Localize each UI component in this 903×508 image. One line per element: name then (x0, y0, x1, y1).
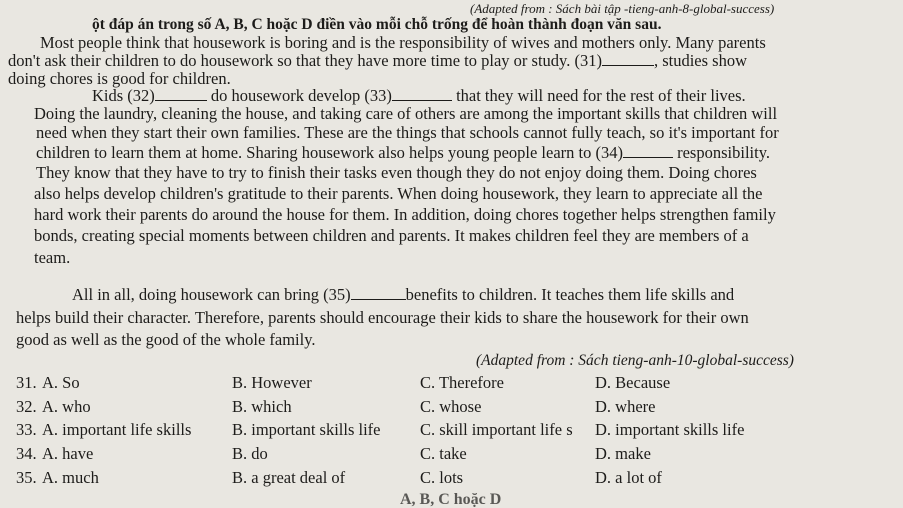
p2-line-9: team. (34, 248, 71, 267)
p2-line-4 (36, 145, 770, 162)
p3-line-1 (72, 287, 734, 304)
p2-line-8: bonds, creating special moments between children and parents. It makes children feel they are members of a (34, 226, 749, 245)
q34-option-a[interactable]: A. have (42, 444, 94, 463)
p2-line-4-text: children to learn them at home. Sharing housework also helps young people learn to (34) (36, 143, 623, 162)
q34-number: 34. (16, 444, 37, 463)
q35-number: 35. (16, 468, 37, 487)
p3-line-3: good as well as the good of the whole family. (16, 330, 316, 349)
p1-line-2 (8, 53, 747, 70)
q31-number: 31. (16, 373, 37, 392)
p3-line-1-end: benefits to children. It teaches them life skills and (405, 285, 735, 304)
q32-option-b[interactable]: B. which (232, 397, 292, 416)
p2-line-2: Doing the laundry, cleaning the house, and taking care of others are among the important skills that children will (34, 104, 778, 123)
p3-line-2: helps build their character. Therefore, parents should encourage their kids to share the housework for their own (16, 308, 749, 327)
q35-option-d[interactable]: D. a lot of (595, 468, 662, 487)
source-citation: (Adapted from : Sách tieng-anh-10-global-success) (476, 352, 794, 369)
p1-line-2-end: , studies show (653, 51, 747, 70)
q35-option-a[interactable]: A. much (42, 468, 99, 487)
blank-32[interactable] (155, 88, 207, 101)
p2-rest-text: that they will need for the rest of their lives. (456, 86, 746, 105)
p2-line-7: hard work their parents do around the house for them. In addition, doing chores together helps strengthen family (34, 205, 776, 224)
q34-option-d[interactable]: D. make (595, 444, 651, 463)
q33-option-d[interactable]: D. important skills life (595, 420, 745, 439)
q32-option-c[interactable]: C. whose (420, 397, 482, 416)
p2-line-1 (92, 88, 746, 105)
p2-line-4-end: responsibility. (677, 143, 770, 162)
p1-line-3: doing chores is good for children. (8, 69, 231, 88)
blank-34[interactable] (623, 145, 673, 158)
p2-line-6: also helps develop children's gratitude to their parents. When doing housework, they learn to appreciate all the (34, 184, 763, 203)
q33-number: 33. (16, 420, 37, 439)
instruction-line: ột đáp án trong số A, B, C hoặc D điền vào mỗi chỗ trống để hoàn thành đoạn văn sau. (92, 16, 662, 33)
adapted-note: (Adapted from : Sách bài tập -tieng-anh-8-global-success) (470, 1, 775, 16)
p1-line-2-text: don't ask their children to do housework so that they have more time to play or study. (31) (8, 51, 602, 70)
q34-option-b[interactable]: B. do (232, 444, 268, 463)
p3-line-1-text: All in all, doing housework can bring (35) (72, 285, 351, 304)
q35-option-c[interactable]: C. lots (420, 468, 464, 487)
q32-option-a[interactable]: A. who (42, 397, 91, 416)
q33-option-a[interactable]: A. important life skills (42, 420, 192, 439)
q31-option-d[interactable]: D. Because (595, 373, 671, 392)
q34-option-c[interactable]: C. take (420, 444, 467, 463)
p2-line-3: need when they start their own families. These are the things that schools cannot fully teach, so it's important for (36, 123, 779, 142)
q33-option-b[interactable]: B. important skills life (232, 420, 381, 439)
q31-option-a[interactable]: A. So (42, 373, 80, 392)
p2-line-5: They know that they have to try to finish their tasks even though they do not enjoy doing them. Doing chores (36, 163, 757, 182)
blank-35[interactable] (351, 287, 406, 300)
p2-develop-text: do housework develop (33) (210, 86, 392, 105)
q31-option-c[interactable]: C. Therefore (420, 373, 504, 392)
q31-option-b[interactable]: B. However (232, 373, 312, 392)
footer-cut-text: A, B, C hoặc D (400, 491, 502, 508)
p2-kids-text: Kids (32) (92, 86, 155, 105)
blank-31[interactable] (602, 53, 654, 66)
q32-option-d[interactable]: D. where (595, 397, 656, 416)
p1-line-1: Most people think that housework is boring and is the responsibility of wives and mothers only. Many parents (40, 33, 766, 52)
q32-number: 32. (16, 397, 37, 416)
q33-option-c[interactable]: C. skill important life s (420, 420, 573, 439)
q35-option-b[interactable]: B. a great deal of (232, 468, 346, 487)
blank-33[interactable] (392, 88, 452, 101)
